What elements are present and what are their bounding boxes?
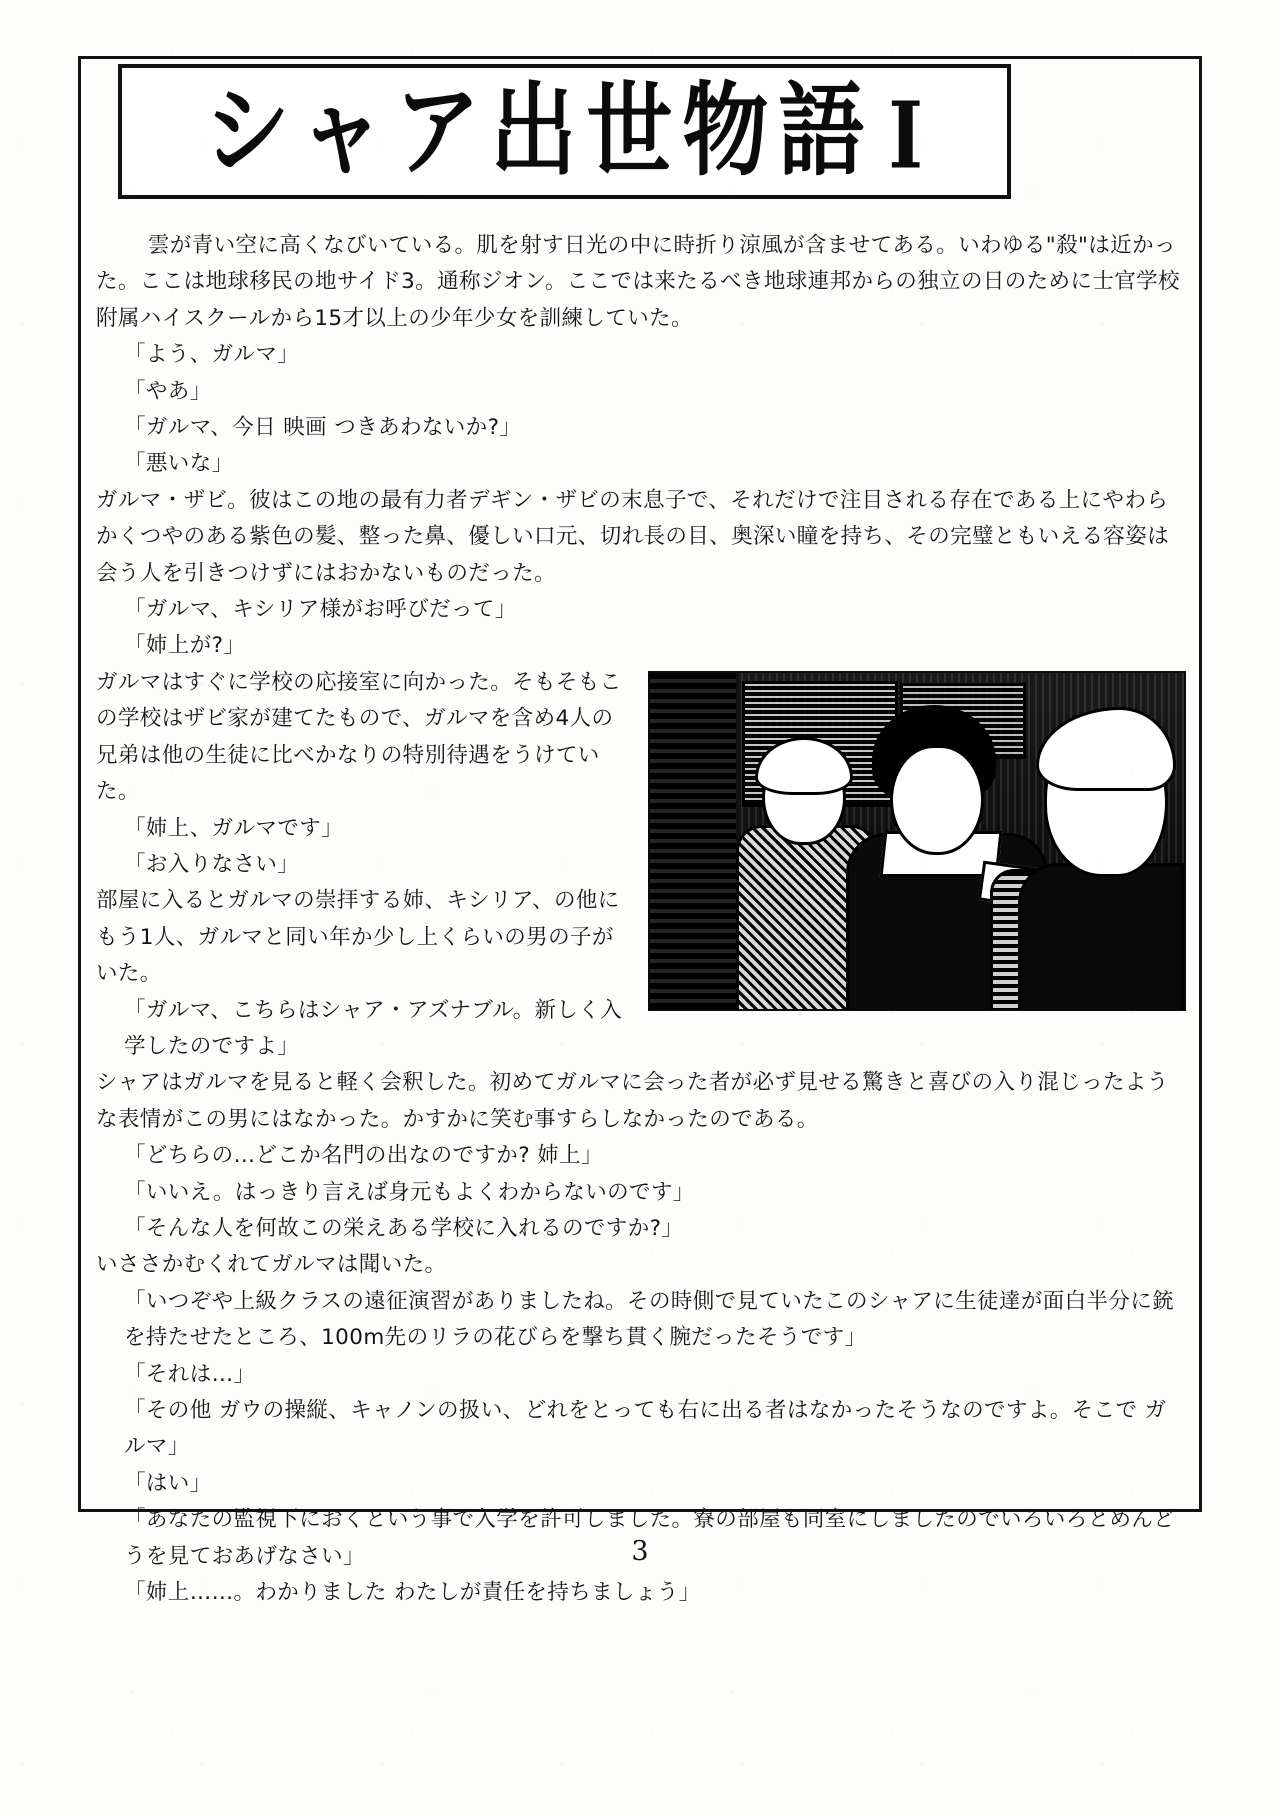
dialogue-line: 「どちらの…どこか名門の出なのですか? 姉上」 <box>124 1143 603 1169</box>
dialogue-line: 「悪いな」 <box>124 451 234 477</box>
paragraph: シャアはガルマを見ると軽く会釈した。初めてガルマに会った者が必ず見せる驚きと喜びの入り混じったような表情がこの男にはなかった。かすかに笑む事すらしなかったのである。 <box>96 1070 1169 1132</box>
story-title-box <box>118 64 1011 199</box>
page-number: 3 <box>631 1536 649 1567</box>
dialogue-line: 「やあ」 <box>124 378 212 404</box>
character-char-body <box>1018 863 1184 1011</box>
dialogue-line: 「お入りなさい」 <box>124 851 300 877</box>
paragraph: 部屋に入るとガルマの崇拝する姉、キシリア、の他にもう1人、ガルマと同い年か少し上くらいの男の子がいた。 <box>96 888 620 987</box>
story-title-text: シャア出世物語 <box>204 72 875 191</box>
dialogue-line: 「姉上、ガルマです」 <box>124 815 344 841</box>
paragraph: いささかむくれてガルマは聞いた。 <box>96 1252 447 1278</box>
dialogue-line: 「姉上が?」 <box>124 633 246 659</box>
dialogue-line: 「姉上……。わかりました わたしが責任を持ちましょう」 <box>124 1580 701 1606</box>
story-title-numeral: I <box>888 82 933 190</box>
dialogue-line: 「よう、ガルマ」 <box>124 342 300 368</box>
dialogue-line: 「ガルマ、こちらはシャア・アズナブル。新しく入学したのですよ」 <box>124 997 623 1059</box>
story-body <box>96 228 1186 1611</box>
dialogue-line: 「いいえ。はっきり言えば身元もよくわからないのです」 <box>124 1179 695 1205</box>
manga-illustration <box>648 671 1186 1011</box>
dialogue-line: 「その他 ガウの操縦、キャノンの扱い、どれをとっても右に出る者はなかったそうなのですよ。そこで ガルマ」 <box>124 1398 1167 1460</box>
illustration-pillar <box>650 673 739 1009</box>
dialogue-line: 「いつぞや上級クラスの遠征演習がありましたね。その時側で見ていたこのシャアに生徒達が面白半分に銃を持たせたところ、100m先のリラの花びらを撃ち貫く腕だったそうです」 <box>124 1288 1175 1351</box>
dialogue-line: 「あなたの監視下におくという事で入学を許可しました。寮の部屋も同室にしましたのでいろいろとめんどうを見ておあげなさい」 <box>124 1507 1176 1569</box>
character-kycilia-head <box>890 745 984 855</box>
dialogue-line: 「はい」 <box>124 1470 212 1496</box>
dialogue-line: 「ガルマ、今日 映画 つきあわないか?」 <box>124 415 522 441</box>
dialogue-line: 「ガルマ、キシリア様がお呼びだって」 <box>124 597 517 623</box>
paragraph: 雲が青い空に高くなびいている。肌を射す日光の中に時折り涼風が含ませてある。いわゆる"殺"は近かった。ここは地球移民の地サイド3。通称ジオン。ここでは来たるべき地球連邦からの独立の日のために士官学校附属ハイスクールから15才以上の少年少女を訓練していた。 <box>96 233 1180 331</box>
dialogue-line: 「それは…」 <box>124 1361 256 1387</box>
paragraph: ガルマ・ザビ。彼はこの地の最有力者デギン・ザビの末息子で、それだけで注目される存在である上にやわらかくつやのある紫色の髪、整った鼻、優しい口元、切れ長の目、奥深い瞳を持ち、その完璧ともいえる容姿は会う人を引きつけずにはおかないものだった。 <box>96 487 1170 586</box>
dialogue-line: 「そんな人を何故この栄えある学校に入れるのですか?」 <box>124 1215 684 1241</box>
page-title <box>196 72 933 191</box>
paragraph: ガルマはすぐに学校の応接室に向かった。そもそもこの学校はザビ家が建てたもので、ガルマを含め4人の兄弟は他の生徒に比べかなりの特別待遇をうけていた。 <box>96 669 622 805</box>
